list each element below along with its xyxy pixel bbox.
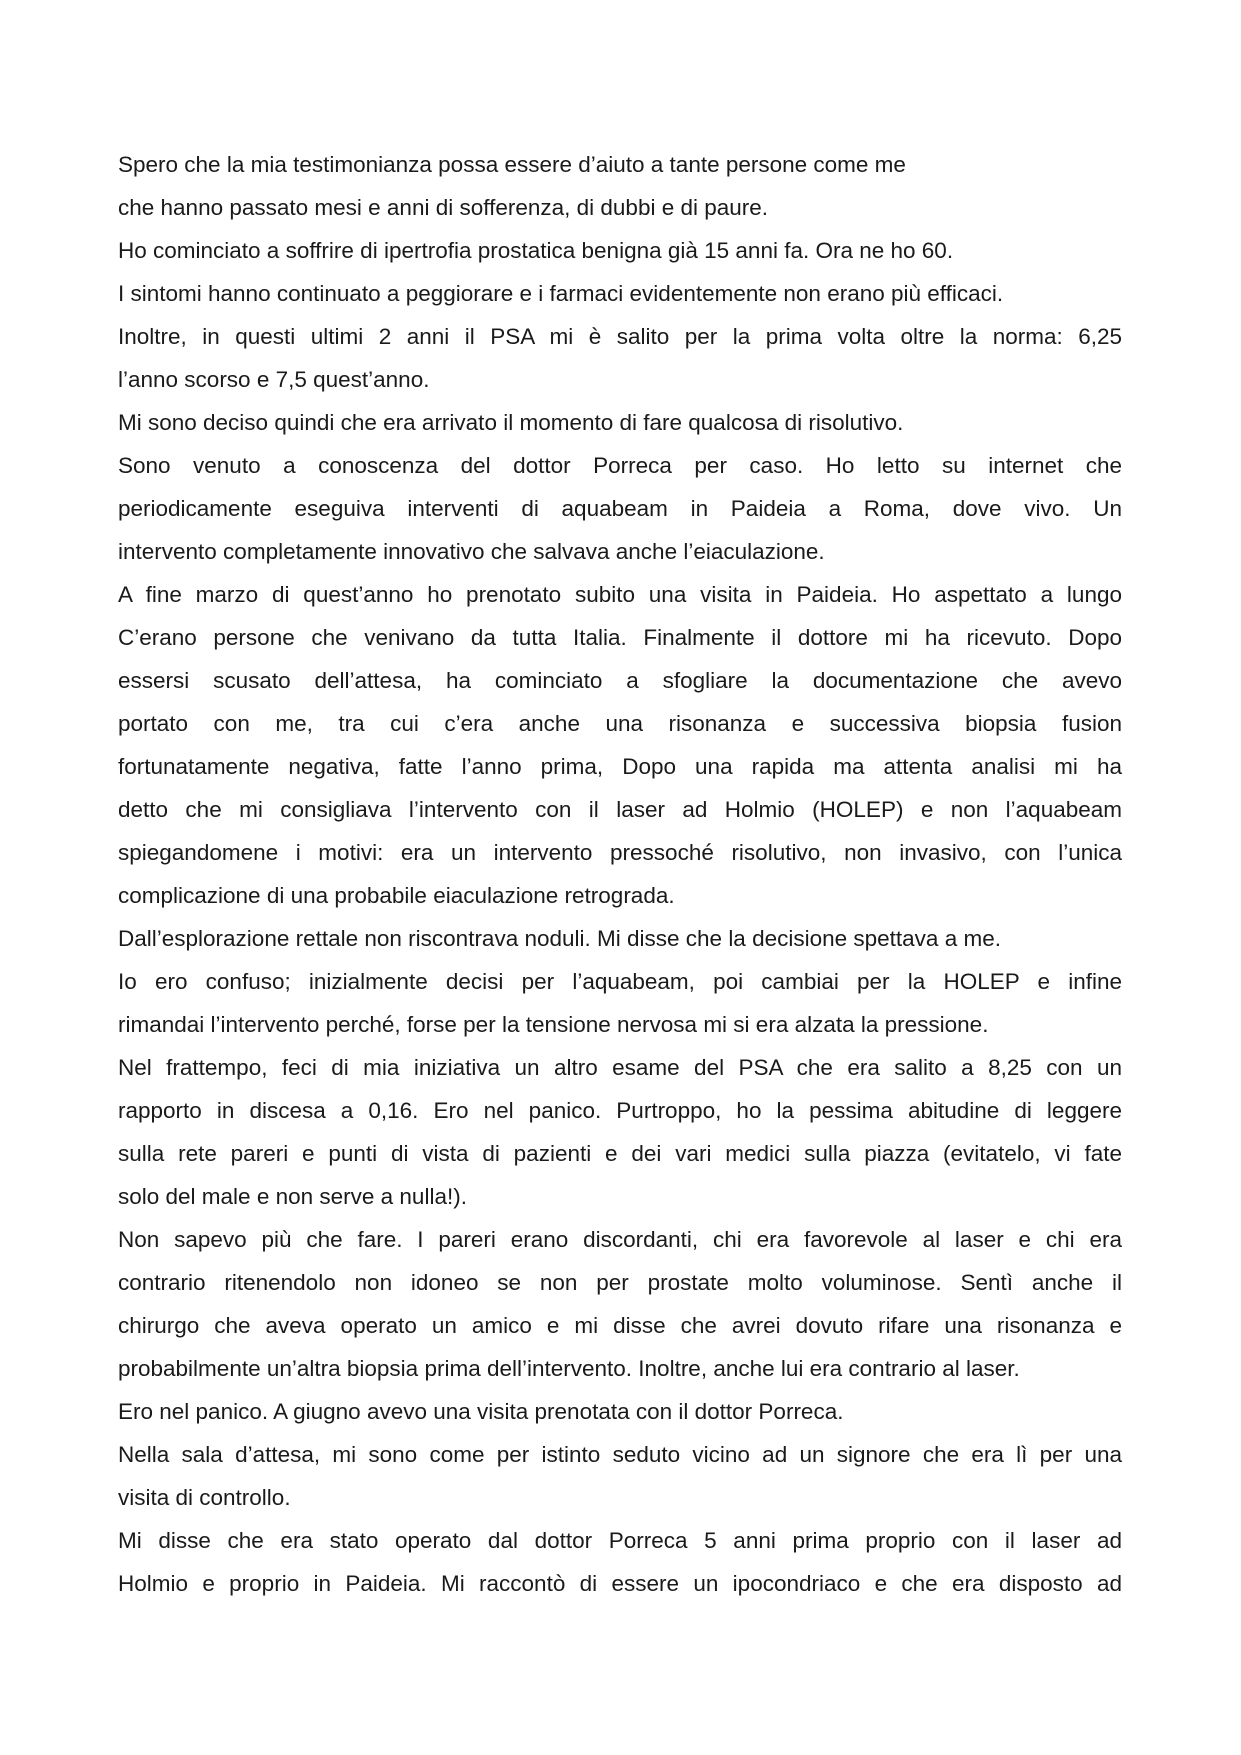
text-line: Ero nel panico. A giugno avevo una visita prenotata con il dottor Porreca. bbox=[118, 1399, 844, 1424]
text-line: che hanno passato mesi e anni di sofferenza, di dubbi e di paure. bbox=[118, 195, 769, 220]
text-line: Mi sono deciso quindi che era arrivato il momento di fare qualcosa di risolutivo. bbox=[118, 410, 904, 435]
text-line: portato con me, tra cui c’era anche una risonanza e successiva biopsia fusion bbox=[118, 711, 1122, 736]
text-line: rimandai l’intervento perché, forse per la tensione nervosa mi si era alzata la pressione. bbox=[118, 1012, 989, 1037]
text-line: C’erano persone che venivano da tutta Italia. Finalmente il dottore mi ha ricevuto. Dopo bbox=[118, 625, 1122, 650]
text-line: Sono venuto a conoscenza del dottor Porreca per caso. Ho letto su internet che bbox=[118, 453, 1122, 478]
text-line: Holmio e proprio in Paideia. Mi raccontò di essere un ipocondriaco e che era disposto ad bbox=[118, 1571, 1122, 1596]
text-line: complicazione di una probabile eiaculazione retrograda. bbox=[118, 883, 675, 908]
text-line: detto che mi consigliava l’intervento con il laser ad Holmio (HOLEP) e non l’aquabeam bbox=[118, 797, 1122, 822]
text-line: intervento completamente innovativo che salvava anche l’eiaculazione. bbox=[118, 539, 825, 564]
text-line: Io ero confuso; inizialmente decisi per l’aquabeam, poi cambiai per la HOLEP e infine bbox=[118, 969, 1122, 994]
text-line: l’anno scorso e 7,5 quest’anno. bbox=[118, 367, 430, 392]
text-line: solo del male e non serve a nulla!). bbox=[118, 1184, 467, 1209]
text-line: Mi disse che era stato operato dal dottor Porreca 5 anni prima proprio con il laser ad bbox=[118, 1528, 1122, 1553]
text-line: essersi scusato dell’attesa, ha cominciato a sfogliare la documentazione che avevo bbox=[118, 668, 1122, 693]
text-line: Nella sala d’attesa, mi sono come per istinto seduto vicino ad un signore che era lì per una bbox=[118, 1442, 1122, 1467]
text-line: Nel frattempo, feci di mia iniziativa un altro esame del PSA che era salito a 8,25 con un bbox=[118, 1055, 1122, 1080]
text-line: Ho cominciato a soffrire di ipertrofia prostatica benigna già 15 anni fa. Ora ne ho 60. bbox=[118, 238, 954, 263]
text-line: probabilmente un’altra biopsia prima dell’intervento. Inoltre, anche lui era contrario al laser. bbox=[118, 1356, 1020, 1381]
text-line: rapporto in discesa a 0,16. Ero nel panico. Purtroppo, ho la pessima abitudine di leggere bbox=[118, 1098, 1122, 1123]
text-line: visita di controllo. bbox=[118, 1485, 291, 1510]
text-line: periodicamente eseguiva interventi di aquabeam in Paideia a Roma, dove vivo. Un bbox=[118, 496, 1122, 521]
text-line: Spero che la mia testimonianza possa essere d’aiuto a tante persone come me bbox=[118, 152, 906, 177]
text-line: fortunatamente negativa, fatte l’anno prima, Dopo una rapida ma attenta analisi mi ha bbox=[118, 754, 1122, 779]
text-line: I sintomi hanno continuato a peggiorare e i farmaci evidentemente non erano più efficaci. bbox=[118, 281, 1004, 306]
text-line: Non sapevo più che fare. I pareri erano discordanti, chi era favorevole al laser e chi era bbox=[118, 1227, 1122, 1252]
text-line: Inoltre, in questi ultimi 2 anni il PSA mi è salito per la prima volta oltre la norma: 6,25 bbox=[118, 324, 1122, 349]
text-line: A fine marzo di quest’anno ho prenotato subito una visita in Paideia. Ho aspettato a lungo bbox=[118, 582, 1122, 607]
text-line: spiegandomene i motivi: era un intervento pressoché risolutivo, non invasivo, con l’unica bbox=[118, 840, 1122, 865]
text-line: Dall’esplorazione rettale non riscontrava noduli. Mi disse che la decisione spettava a me. bbox=[118, 926, 1001, 951]
text-line: contrario ritenendolo non idoneo se non per prostate molto voluminose. Sentì anche il bbox=[118, 1270, 1122, 1295]
text-line: chirurgo che aveva operato un amico e mi disse che avrei dovuto rifare una risonanza e bbox=[118, 1313, 1122, 1338]
body-text bbox=[118, 143, 1122, 1605]
text-line: sulla rete pareri e punti di vista di pazienti e dei vari medici sulla piazza (evitatelo, vi fate bbox=[118, 1141, 1122, 1166]
